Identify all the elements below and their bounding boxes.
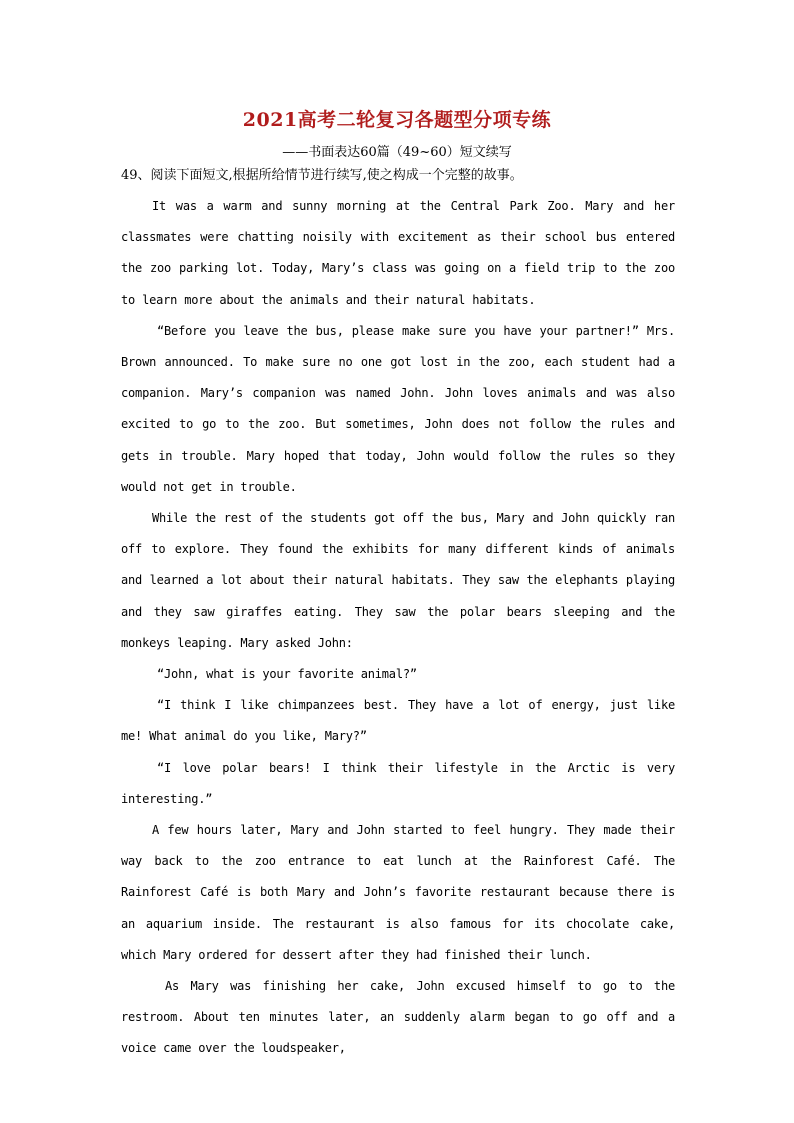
document-title: 2021高考二轮复习各题型分项专练: [242, 109, 552, 131]
document-subtitle: ——书面表达60篇（49~60）短文续写: [282, 145, 512, 160]
paragraph-1: It was a warm and sunny morning at the Central Park Zoo. Mary and her classmates were chatting noisily with excitement as their school bus entered the zoo parking lot. Today, Mary’s class was going on a field trip to the zoo to learn more about the animals and their natural habitats.: [121, 199, 675, 307]
paragraph-6: “I love polar bears! I think their lifestyle in the Arctic is very interesting.”: [121, 760, 675, 806]
paragraph-3: While the rest of the students got off the bus, Mary and John quickly ran off to explore. They found the exhibits for many different kinds of animals and learned a lot about their natural habitats. They saw the elephants playing and they saw giraffes eating. They saw the polar bears sleeping and the monkeys leaping. Mary asked John:: [121, 511, 675, 650]
task-instruction: 49、阅读下面短文,根据所给情节进行续写,使之构成一个完整的故事。: [121, 168, 523, 183]
story-text: [121, 191, 675, 1065]
paragraph-5: “I think I like chimpanzees best. They have a lot of energy, just like me! What animal do you like, Mary?”: [121, 698, 675, 744]
paragraph-2: “Before you leave the bus, please make sure you have your partner!” Mrs. Brown announced. To make sure no one got lost in the zoo, each student had a companion. Mary’s companion was named John. John loves animals and was also excited to go to the zoo. But sometimes, John does not follow the rules and gets in trouble. Mary hoped that today, John would follow the rules so they would not get in trouble.: [121, 323, 675, 494]
paragraph-4: “John, what is your favorite animal?”: [157, 667, 417, 682]
paragraph-8: As Mary was finishing her cake, John excused himself to go to the restroom. About ten minutes later, an suddenly alarm began to go off and a voice came over the loudspeaker,: [121, 979, 675, 1056]
paragraph-7: A few hours later, Mary and John started to feel hungry. They made their way back to the zoo entrance to eat lunch at the Rainforest Café. The Rainforest Café is both Mary and John’s favorite restaurant because there is an aquarium inside. The restaurant is also famous for its chocolate cake, which Mary ordered for dessert after they had finished their lunch.: [121, 823, 675, 962]
